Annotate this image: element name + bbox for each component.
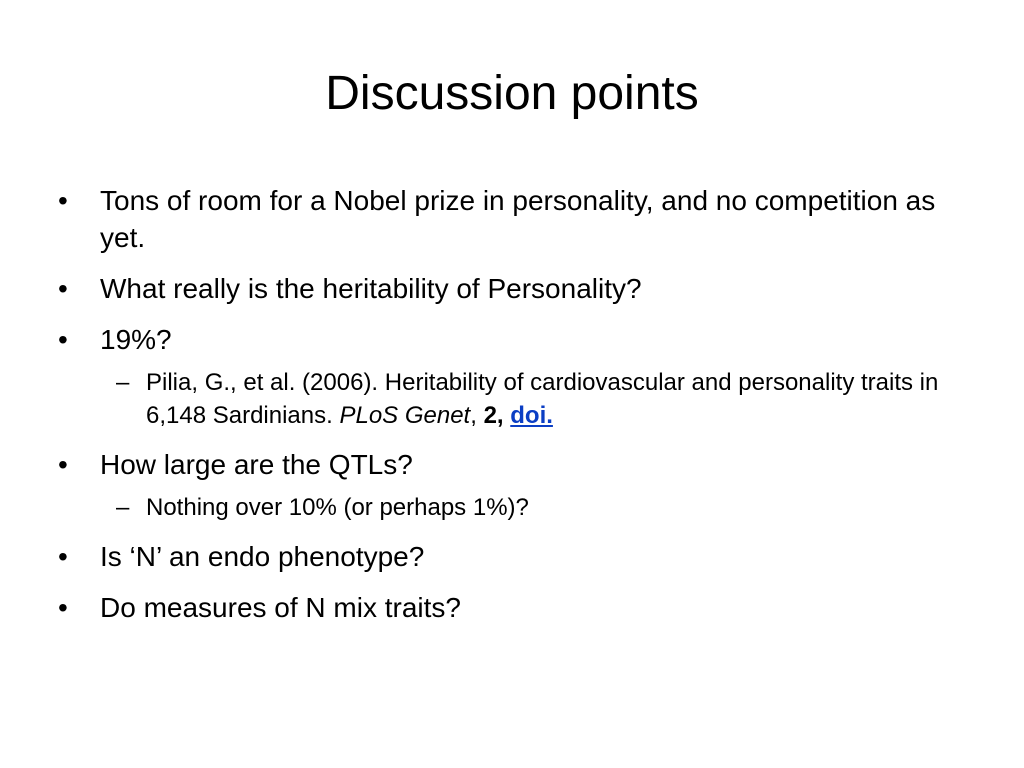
sub-bullet-item [56, 491, 956, 524]
bullet-list [56, 182, 956, 640]
bullet-icon: • [58, 273, 68, 304]
dash-icon: – [116, 494, 130, 521]
bullet-text: How large are the QTLs? [100, 449, 413, 480]
sub-bullet-text: Nothing over 10% (or perhaps 1%)? [146, 494, 529, 521]
slide-title: Discussion points [325, 67, 699, 120]
bullet-icon: • [58, 185, 68, 216]
bullet-item [56, 321, 956, 358]
bullet-item [56, 182, 956, 256]
bullet-item [56, 270, 956, 307]
reference-separator: , [470, 402, 477, 429]
dash-icon: – [116, 369, 130, 396]
bullet-icon: • [58, 324, 68, 355]
reference-text: Pilia, G., et al. (2006). Heritability of cardiovascular and personality traits in 6,148 Sardinians. [146, 369, 939, 429]
bullet-text: Is ‘N’ an endo phenotype? [100, 541, 425, 572]
bullet-item [56, 446, 956, 483]
bullet-text: Do measures of N mix traits? [100, 592, 461, 623]
bullet-text: 19%? [100, 324, 172, 355]
bullet-item [56, 538, 956, 575]
doi-link[interactable]: doi. [510, 402, 553, 429]
bullet-icon: • [58, 541, 68, 572]
reference-journal: PLoS Genet [339, 402, 471, 429]
bullet-icon: • [58, 449, 68, 480]
reference-volume: 2, [483, 402, 504, 429]
bullet-text: Tons of room for a Nobel prize in personality, and no competition as yet. [100, 185, 936, 253]
bullet-text: What really is the heritability of Personality? [100, 273, 642, 304]
bullet-item [56, 589, 956, 626]
sub-bullet-item-reference [56, 366, 956, 432]
bullet-icon: • [58, 592, 68, 623]
